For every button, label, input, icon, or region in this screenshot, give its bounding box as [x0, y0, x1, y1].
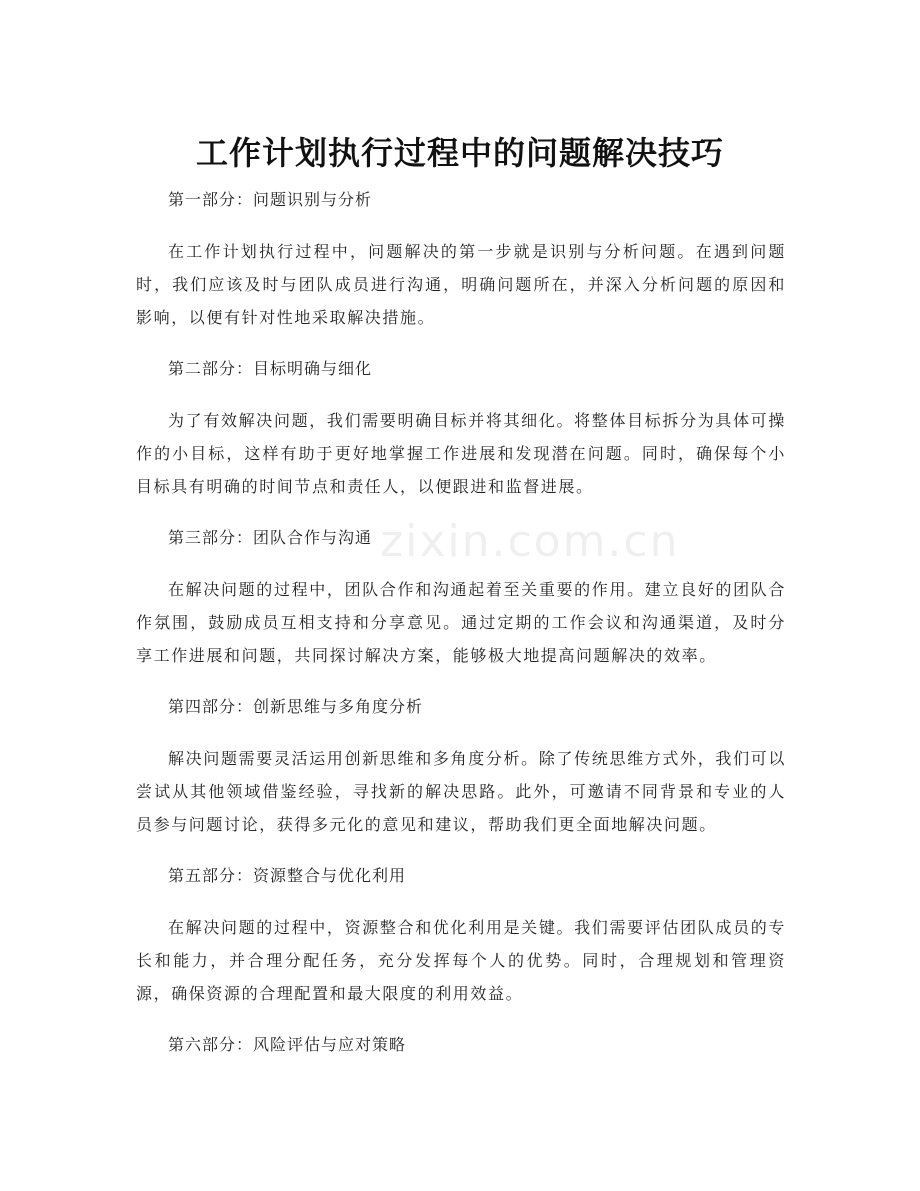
section-2-paragraph: 为了有效解决问题，我们需要明确目标并将其细化。将整体目标拆分为具体可操作的小目标，这样有助于更好地掌握工作进展和发现潜在问题。同时，确保每个小目标具有明确的时间节点和责任人，以便跟进和监督进展。	[136, 411, 786, 496]
section-2-heading: 第二部分：目标明确与细化	[168, 359, 373, 378]
section-6-heading: 第六部分：风险评估与应对策略	[168, 1035, 407, 1054]
document-body	[136, 182, 786, 1063]
watermark: zixin.com.cn	[380, 516, 680, 567]
section-1-paragraph: 在工作计划执行过程中，问题解决的第一步就是识别与分析问题。在遇到问题时，我们应该及时与团队成员进行沟通，明确问题所在，并深入分析问题的原因和影响，以便有针对性地采取解决措施。	[136, 242, 786, 327]
page-title: 工作计划执行过程中的问题解决技巧	[195, 134, 724, 173]
section-3-paragraph: 在解决问题的过程中，团队合作和沟通起着至关重要的作用。建立良好的团队合作氛围，鼓励成员互相支持和分享意见。通过定期的工作会议和沟通渠道，及时分享工作进展和问题，共同探讨解决方案，能够极大地提高问题解决的效率。	[136, 580, 786, 665]
section-4-heading: 第四部分：创新思维与多角度分析	[168, 697, 424, 716]
section-4-paragraph: 解决问题需要灵活运用创新思维和多角度分析。除了传统思维方式外，我们可以尝试从其他领域借鉴经验，寻找新的解决思路。此外，可邀请不同背景和专业的人员参与问题讨论，获得多元化的意见和建议，帮助我们更全面地解决问题。	[136, 749, 786, 834]
section-5-heading: 第五部分：资源整合与优化利用	[168, 866, 407, 885]
section-1-heading: 第一部分：问题识别与分析	[168, 190, 373, 209]
section-5-paragraph: 在解决问题的过程中，资源整合和优化利用是关键。我们需要评估团队成员的专长和能力，并合理分配任务，充分发挥每个人的优势。同时，合理规划和管理资源，确保资源的合理配置和最大限度的利用效益。	[136, 918, 786, 1003]
section-3-heading: 第三部分：团队合作与沟通	[168, 528, 373, 547]
